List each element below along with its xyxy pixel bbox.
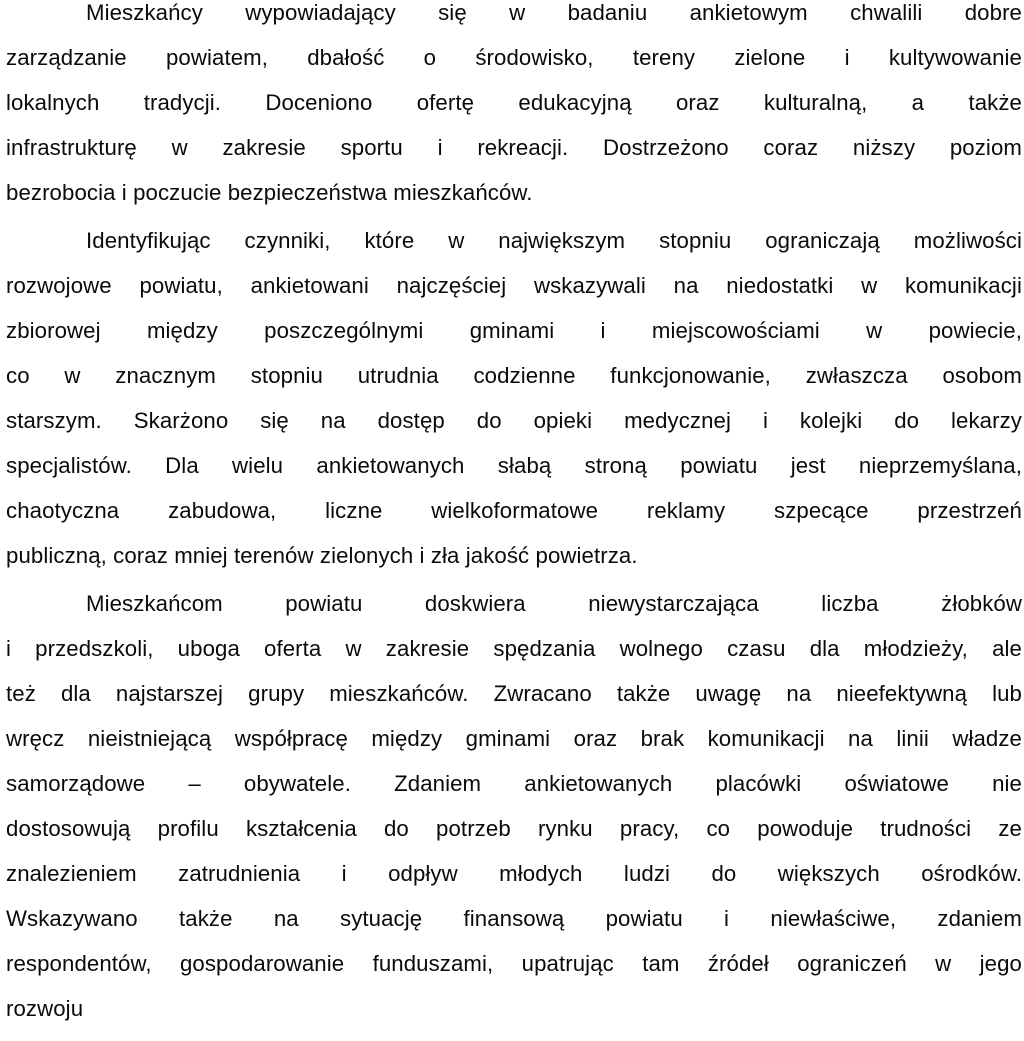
- paragraph-2-line-1: Identyfikując czynniki, które w największym stopniu ograniczają możliwości: [86, 228, 1022, 253]
- paragraph-1-line-2: zarządzanie powiatem, dbałość o środowisko, tereny zielone i kultywowanie: [6, 45, 1022, 70]
- paragraph-1-line-5: bezrobocia i poczucie bezpieczeństwa mieszkańców.: [6, 180, 533, 205]
- paragraph-3-line-5: samorządowe – obywatele. Zdaniem ankietowanych placówki oświatowe nie: [6, 771, 1022, 796]
- paragraph-3-line-4: wręcz nieistniejącą współpracę między gminami oraz brak komunikacji na linii władze: [6, 726, 1022, 751]
- paragraph-2-line-4: co w znacznym stopniu utrudnia codzienne funkcjonowanie, zwłaszcza osobom: [6, 363, 1022, 388]
- paragraph-2-line-2: rozwojowe powiatu, ankietowani najczęściej wskazywali na niedostatki w komunikacji: [6, 273, 1022, 298]
- paragraph-2-line-5: starszym. Skarżono się na dostęp do opieki medycznej i kolejki do lekarzy: [6, 408, 1022, 433]
- paragraph-3-line-1: Mieszkańcom powiatu doskwiera niewystarczająca liczba żłobków: [86, 591, 1022, 616]
- paragraph-2-line-7: chaotyczna zabudowa, liczne wielkoformatowe reklamy szpecące przestrzeń: [6, 498, 1022, 523]
- paragraph-3-line-9: respondentów, gospodarowanie funduszami, upatrując tam źródeł ograniczeń w jego: [6, 951, 1022, 976]
- paragraph-3-line-8: Wskazywano także na sytuację finansową powiatu i niewłaściwe, zdaniem: [6, 906, 1022, 931]
- paragraph-3-line-3: też dla najstarszej grupy mieszkańców. Zwracano także uwagę na nieefektywną lub: [6, 681, 1022, 706]
- document-page: [6, 0, 1022, 1041]
- paragraph-3-line-10: rozwoju: [6, 996, 84, 1021]
- paragraph-3-line-6: dostosowują profilu kształcenia do potrzeb rynku pracy, co powoduje trudności ze: [6, 816, 1022, 841]
- paragraph-1-line-4: infrastrukturę w zakresie sportu i rekreacji. Dostrzeżono coraz niższy poziom: [6, 135, 1022, 160]
- paragraph-2-line-8: publiczną, coraz mniej terenów zielonych i zła jakość powietrza.: [6, 543, 638, 568]
- paragraph-1-line-3: lokalnych tradycji. Doceniono ofertę edukacyjną oraz kulturalną, a także: [6, 90, 1022, 115]
- paragraph-3-line-7: znalezieniem zatrudnienia i odpływ młodych ludzi do większych ośrodków.: [6, 861, 1022, 886]
- paragraph-2-line-6: specjalistów. Dla wielu ankietowanych słabą stroną powiatu jest nieprzemyślana,: [6, 453, 1022, 478]
- paragraph-2-line-3: zbiorowej między poszczególnymi gminami i miejscowościami w powiecie,: [6, 318, 1022, 343]
- paragraph-3-line-2: i przedszkoli, uboga oferta w zakresie spędzania wolnego czasu dla młodzieży, ale: [6, 636, 1022, 661]
- paragraph-1-line-1: Mieszkańcy wypowiadający się w badaniu ankietowym chwalili dobre: [86, 0, 1022, 25]
